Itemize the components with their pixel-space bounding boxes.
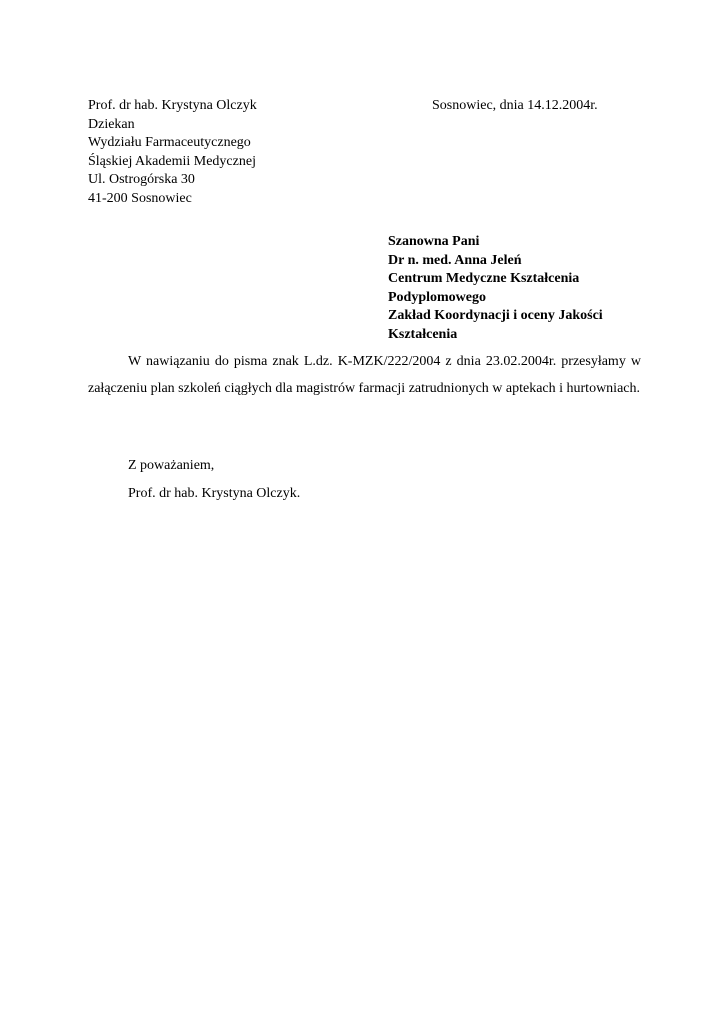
sender-faculty: Wydziału Farmaceutycznego [88, 135, 251, 150]
sender-city: 41-200 Sosnowiec [88, 190, 192, 206]
sender-institution: Śląskiej Akademii Medycznej [88, 153, 256, 169]
recipient-name: Dr n. med. Anna Jeleń [388, 252, 522, 268]
letter-date: Sosnowiec, dnia 14.12.2004r. [432, 98, 598, 113]
letter-body-paragraph: W nawiązaniu do pisma znak L.dz. K-MZK/222/2004 z dnia 23.02.2004r. przesyłamy w załączeniu plan szkoleń ciągłych dla magistrów farmacji zatrudnionych w aptekach i hurtowniach. [88, 354, 641, 396]
recipient-address-block [388, 233, 648, 344]
closing-signature: Prof. dr hab. Krystyna Olczyk. [128, 486, 301, 501]
recipient-organization-cont: Podyplomowego [388, 289, 486, 305]
letter-closing [128, 452, 300, 508]
recipient-department-cont: Kształcenia [388, 326, 458, 342]
sender-name: Prof. dr hab. Krystyna Olczyk [88, 98, 257, 113]
recipient-salutation: Szanowna Pani [388, 234, 480, 249]
closing-salutation: Z poważaniem, [128, 458, 215, 473]
sender-street: Ul. Ostrogórska 30 [88, 172, 195, 187]
sender-address-block [88, 97, 257, 208]
sender-title: Dziekan [88, 116, 135, 132]
recipient-department: Zakład Koordynacji i oceny Jakości [388, 308, 603, 323]
recipient-organization: Centrum Medyczne Kształcenia [388, 271, 580, 286]
